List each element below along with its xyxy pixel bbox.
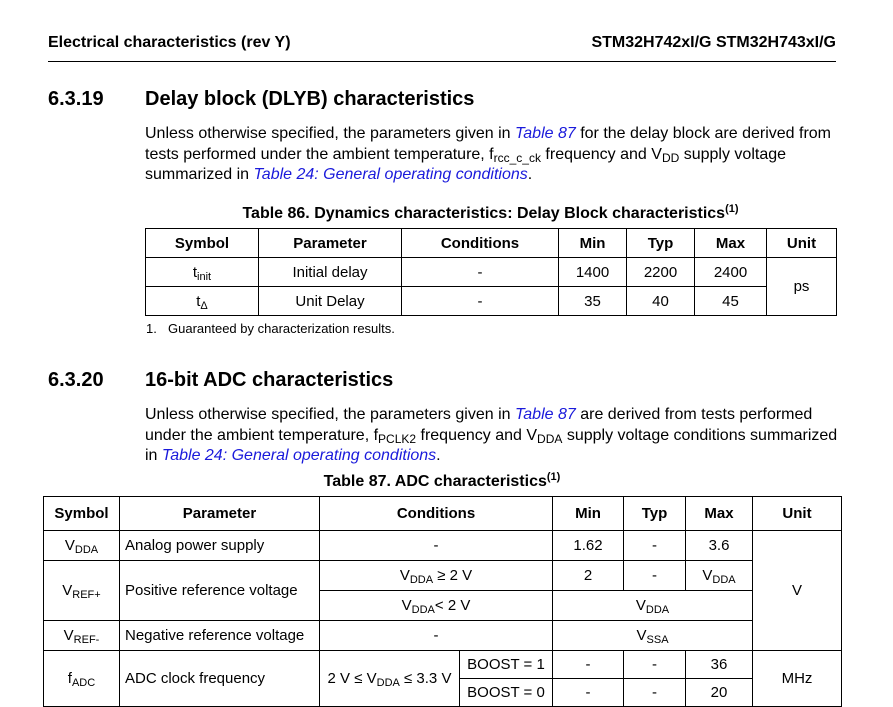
cell-conditions: 2 $V \le V_{DDA} \le 3.3$ V [320, 651, 460, 707]
table-24-link[interactable]: Table 24: General operating conditions [253, 166, 528, 183]
header-rule [48, 61, 836, 62]
cell-symbol: $t_\Delta$ [146, 287, 259, 316]
section-title: Delay block (DLYB) characteristics [145, 88, 475, 110]
cell-min: 1400 [559, 258, 627, 287]
cell-symbol: $t_{init}$ [146, 258, 259, 287]
section-title: 16-bit ADC characteristics [145, 369, 394, 391]
page-header [48, 34, 836, 56]
table-row [44, 621, 842, 651]
cell-typ: - [624, 651, 686, 679]
cell-boost: BOOST = 0 [460, 679, 553, 707]
cell-unit: MHz [753, 651, 842, 707]
table-86-caption: Table 86. Dynamics characteristics: Delay Block characteristics$^{(1)}$ [242, 203, 739, 222]
table-row [146, 287, 837, 316]
cell-parameter: ADC clock frequency [120, 651, 320, 707]
header-conditions: Conditions [320, 497, 553, 531]
table-86 [145, 228, 837, 316]
cell-max: 20 [686, 679, 753, 707]
header-min: Min [559, 229, 627, 258]
header-symbol: Symbol [146, 229, 259, 258]
cell-parameter: Analog power supply [120, 531, 320, 561]
cell-parameter: Initial delay [259, 258, 402, 287]
section-number: 6.3.20 [48, 369, 104, 391]
cell-min: 35 [559, 287, 627, 316]
header-section-title: Electrical characteristics (rev Y) [48, 34, 291, 51]
cell-conditions: $V_{DDA} \ge 2$ V [320, 561, 553, 591]
cell-symbol: $V_{REF+}$ [44, 561, 120, 621]
cell-unit: V [753, 531, 842, 651]
cell-min: 1.62 [553, 531, 624, 561]
cell-max: 36 [686, 651, 753, 679]
header-conditions: Conditions [402, 229, 559, 258]
header-unit: Unit [753, 497, 842, 531]
cell-parameter: Unit Delay [259, 287, 402, 316]
cell-max: 2400 [695, 258, 767, 287]
cell-typ: 40 [627, 287, 695, 316]
cell-conditions: - [402, 258, 559, 287]
cell-conditions: - [320, 621, 553, 651]
cell-typ: - [624, 531, 686, 561]
table-24-link[interactable]: Table 24: General operating conditions [161, 447, 437, 464]
header-min: Min [553, 497, 624, 531]
header-part-numbers: STM32H742xI/G STM32H743xI/G [591, 34, 836, 51]
cell-typ: 2200 [627, 258, 695, 287]
table-header-row [44, 497, 842, 531]
table-87-link[interactable]: Table 87 [514, 125, 576, 142]
cell-typ: - [624, 561, 686, 591]
cell-symbol: $V_{DDA}$ [44, 531, 120, 561]
cell-boost: BOOST = 1 [460, 651, 553, 679]
section-number: 6.3.19 [48, 88, 104, 110]
cell-min: 2 [553, 561, 624, 591]
table-86-footnote: 1. Guaranteed by characterization results. [146, 321, 395, 336]
header-typ: Typ [627, 229, 695, 258]
cell-conditions: $V_{DDA}< 2$ V [320, 591, 553, 621]
cell-parameter: Positive reference voltage [120, 561, 320, 621]
cell-min: - [553, 651, 624, 679]
cell-conditions: - [402, 287, 559, 316]
cell-max: 45 [695, 287, 767, 316]
section-intro: Unless otherwise specified, the parameters given in Table 87 for the delay block are derived from tests performed under the ambient temperature, $f_{rcc\_c\_ck}$ frequency and $V_{DD}$ supply voltage summarized in Table 24: General operating conditions. [145, 125, 831, 183]
cell-conditions: - [320, 531, 553, 561]
header-unit: Unit [767, 229, 837, 258]
cell-typ: - [624, 679, 686, 707]
header-parameter: Parameter [259, 229, 402, 258]
table-row [44, 561, 842, 591]
header-typ: Typ [624, 497, 686, 531]
header-symbol: Symbol [44, 497, 120, 531]
cell-value: $V_{DDA}$ [553, 591, 753, 621]
table-row [44, 531, 842, 561]
header-max: Max [686, 497, 753, 531]
table-87 [43, 496, 842, 707]
cell-min: - [553, 679, 624, 707]
table-header-row [146, 229, 837, 258]
table-row [44, 651, 842, 679]
table-87-caption: Table 87. ADC characteristics$^{(1)}$ [323, 471, 561, 490]
table-row [146, 258, 837, 287]
cell-parameter: Negative reference voltage [120, 621, 320, 651]
cell-symbol: $V_{REF-}$ [44, 621, 120, 651]
header-max: Max [695, 229, 767, 258]
cell-unit: ps [767, 258, 837, 316]
table-87-link[interactable]: Table 87 [514, 406, 576, 423]
header-parameter: Parameter [120, 497, 320, 531]
cell-max: 3.6 [686, 531, 753, 561]
cell-value: $V_{SSA}$ [553, 621, 753, 651]
section-intro: Unless otherwise specified, the parameters given in Table 87 are derived from tests performed under the ambient temperature, $f_{PCLK2}$ frequency and $V_{DDA}$ supply voltage conditions summarized in Table 24: General operating conditions. [145, 406, 838, 464]
cell-max: $V_{DDA}$ [686, 561, 753, 591]
cell-symbol: $f_{ADC}$ [44, 651, 120, 707]
